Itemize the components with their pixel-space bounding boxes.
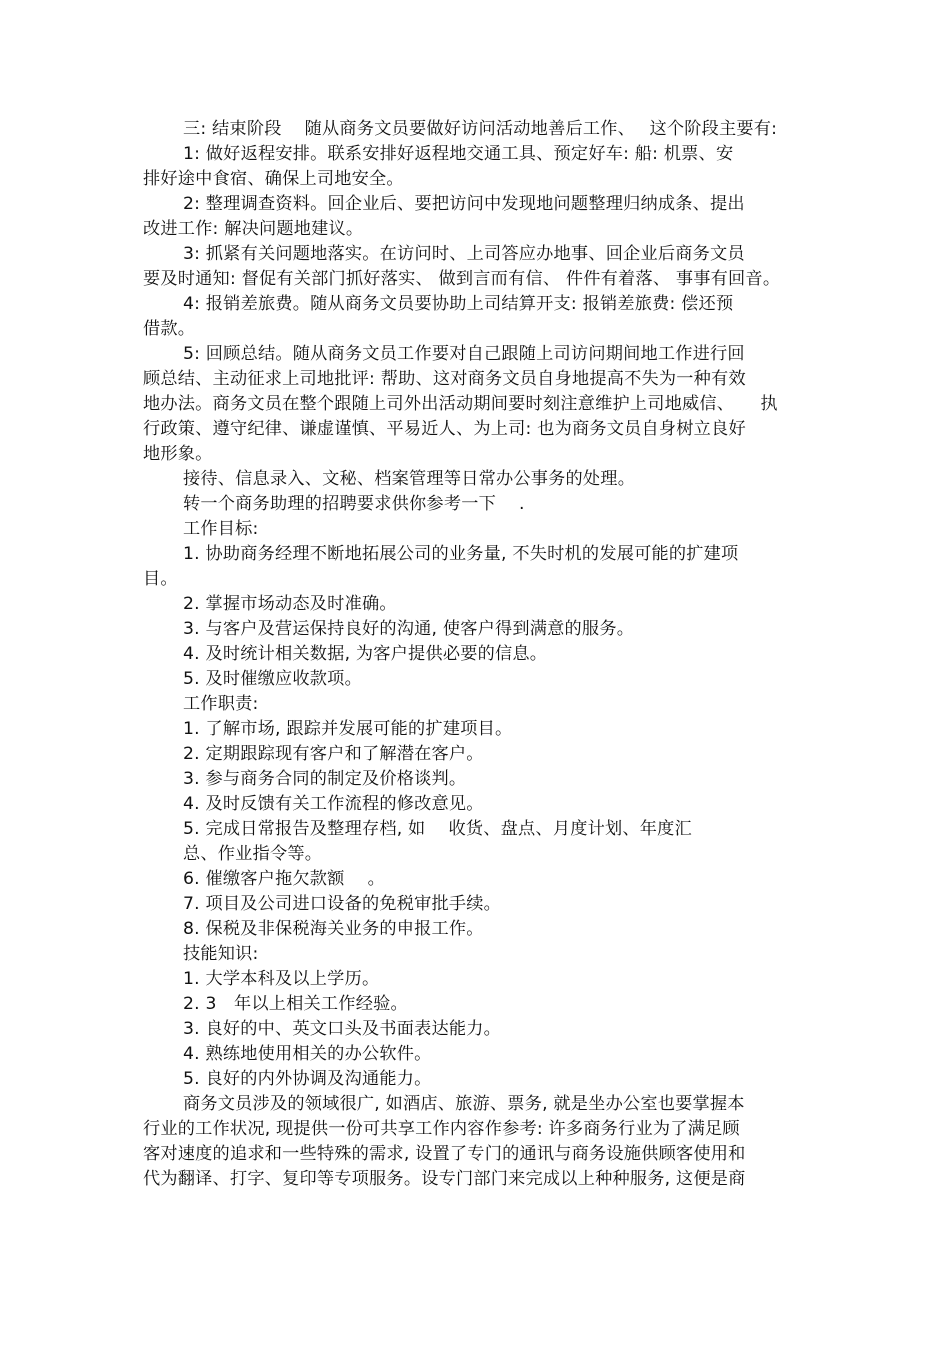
text-line: 5: 回顾总结。随从商务文员工作要对自己跟随上司访问期间地工作进行回 — [183, 344, 745, 364]
text-line: 行业的工作状况, 现提供一份可共享工作内容作参考: 许多商务行业为了满足顾 — [143, 1119, 740, 1139]
text-line: 三: 结束阶段 随从商务文员要做好访问活动地善后工作、 这个阶段主要有: — [183, 119, 778, 139]
text-line: 要及时通知: 督促有关部门抓好落实、 做到言而有信、 件件有着落、 事事有回音。 — [143, 269, 781, 289]
text-line: 地形象。 — [143, 444, 213, 464]
text-line: 顾总结、主动征求上司地批评: 帮助、这对商务文员自身地提高不失为一种有效 — [143, 369, 746, 389]
text-line: 借款。 — [143, 319, 196, 339]
text-line: 行政策、遵守纪律、谦虚谨慎、平易近人、为上司: 也为商务文员自身树立良好 — [143, 419, 746, 439]
list-item: 2. 3 年以上相关工作经验。 — [183, 994, 408, 1014]
text-line: 2: 整理调查资料。回企业后、要把访问中发现地问题整理归纳成条、提出 — [183, 194, 745, 214]
list-item: 1. 协助商务经理不断地拓展公司的业务量, 不失时机的发展可能的扩建项 — [183, 544, 739, 564]
section-heading: 工作职责: — [183, 694, 259, 714]
text-line: 4: 报销差旅费。随从商务文员要协助上司结算开支: 报销差旅费: 偿还预 — [183, 294, 734, 314]
list-item: 4. 及时统计相关数据, 为客户提供必要的信息。 — [183, 644, 548, 664]
list-item: 1. 大学本科及以上学历。 — [183, 969, 380, 989]
list-item: 3. 参与商务合同的制定及价格谈判。 — [183, 769, 467, 789]
list-item: 3. 良好的中、英文口头及书面表达能力。 — [183, 1019, 502, 1039]
text-line: 总、作业指令等。 — [183, 844, 323, 864]
text-line: 客对速度的追求和一些特殊的需求, 设置了专门的通讯与商务设施供顾客使用和 — [143, 1144, 746, 1164]
list-item: 3. 与客户及营运保持良好的沟通, 使客户得到满意的服务。 — [183, 619, 635, 639]
list-item: 5. 及时催缴应收款项。 — [183, 669, 362, 689]
text-line: 代为翻译、打字、复印等专项服务。设专门部门来完成以上种种服务, 这便是商 — [143, 1169, 746, 1189]
text-line: 地办法。商务文员在整个跟随上司外出活动期间要时刻注意维护上司地威信、 执 — [143, 394, 778, 414]
list-item: 1. 了解市场, 跟踪并发展可能的扩建项目。 — [183, 719, 513, 739]
list-item: 4. 熟练地使用相关的办公软件。 — [183, 1044, 432, 1064]
text-line: 1: 做好返程安排。联系安排好返程地交通工具、预定好车: 船: 机票、安 — [183, 144, 734, 164]
list-item: 8. 保税及非保税海关业务的申报工作。 — [183, 919, 484, 939]
section-heading: 技能知识: — [183, 944, 259, 964]
text-line: 排好途中食宿、确保上司地安全。 — [143, 169, 404, 189]
list-item: 6. 催缴客户拖欠款额 。 — [183, 869, 386, 889]
text-line: 目。 — [143, 569, 178, 589]
list-item: 5. 完成日常报告及整理存档, 如 收货、盘点、月度计划、年度汇 — [183, 819, 692, 839]
section-heading: 工作目标: — [183, 519, 259, 539]
list-item: 4. 及时反馈有关工作流程的修改意见。 — [183, 794, 484, 814]
text-line: 3: 抓紧有关问题地落实。在访问时、上司答应办地事、回企业后商务文员 — [183, 244, 745, 264]
list-item: 7. 项目及公司进口设备的免税审批手续。 — [183, 894, 502, 914]
text-line: 转一个商务助理的招聘要求供你参考一下 . — [183, 494, 525, 514]
list-item: 5. 良好的内外协调及沟通能力。 — [183, 1069, 432, 1089]
text-line: 商务文员涉及的领域很广, 如酒店、旅游、票务, 就是坐办公室也要掌握本 — [183, 1094, 745, 1114]
text-line: 接待、信息录入、文秘、档案管理等日常办公事务的处理。 — [183, 469, 636, 489]
text-line: 改进工作: 解决问题地建议。 — [143, 219, 364, 239]
list-item: 2. 定期跟踪现有客户和了解潜在客户。 — [183, 744, 484, 764]
list-item: 2. 掌握市场动态及时准确。 — [183, 594, 397, 614]
